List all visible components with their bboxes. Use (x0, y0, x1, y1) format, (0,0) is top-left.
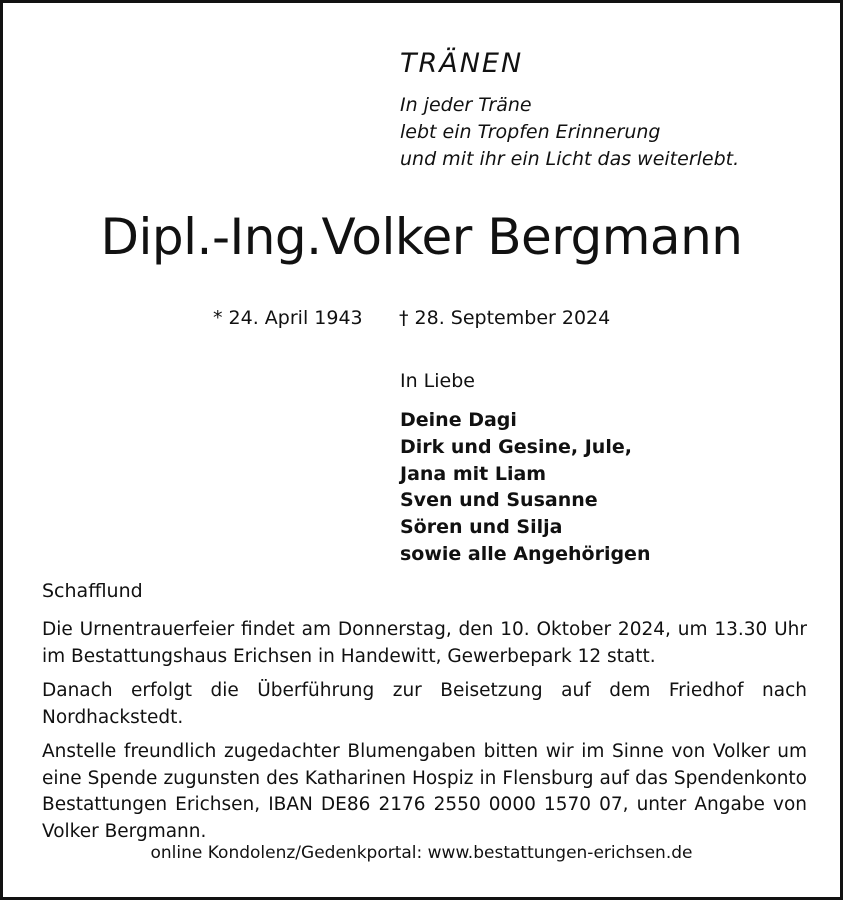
poem-line: und mit ihr ein Licht das weiterlebt. (400, 148, 740, 170)
mourners-list (400, 407, 650, 568)
mourner-name: Sven und Susanne (400, 489, 598, 512)
poem (400, 92, 739, 173)
mourners-intro: In Liebe (400, 370, 475, 392)
death-date: † 28. September 2024 (399, 307, 611, 329)
burial-paragraph: Danach erfolgt die Überführung zur Beisetzung auf dem Friedhof nach Nordhackstedt. (42, 680, 807, 728)
mourner-name: sowie alle Angehörigen (400, 542, 651, 565)
mourner-name: Dirk und Gesine, Jule, (400, 435, 632, 458)
ceremony-paragraph: Die Urnentrauerfeier findet am Donnerstag, den 10. Oktober 2024, um 13.30 Uhr im Bestattungshaus Erichsen in Handewitt, Gewerbepark 12 statt. (42, 619, 807, 667)
mourner-name: Sören und Silja (400, 516, 563, 539)
condolence-portal-link[interactable]: online Kondolenz/Gedenkportal: www.bestattungen-erichsen.de (150, 843, 693, 863)
poem-line: lebt ein Tropfen Erinnerung (400, 121, 661, 143)
poem-line: In jeder Träne (400, 94, 532, 116)
mourner-name: Jana mit Liam (400, 462, 547, 485)
birth-date: * 24. April 1943 (213, 307, 363, 329)
mourner-name: Deine Dagi (400, 409, 517, 431)
deceased-name: Dipl.-Ing.Volker Bergmann (100, 208, 743, 266)
ceremony-details (42, 617, 807, 853)
place-name: Schafflund (42, 580, 143, 602)
donation-paragraph: Anstelle freundlich zugedachter Blumengaben bitten wir im Sinne von Volker um eine Spende zugunsten des Katharinen Hospiz in Flensburg auf das Spendenkonto Bestattungen Erichsen, IBAN DE86 2176 2550 0000 1570 07, unter Angabe von Volker Bergmann. (42, 741, 807, 842)
poem-title: TRÄNEN (400, 48, 524, 79)
